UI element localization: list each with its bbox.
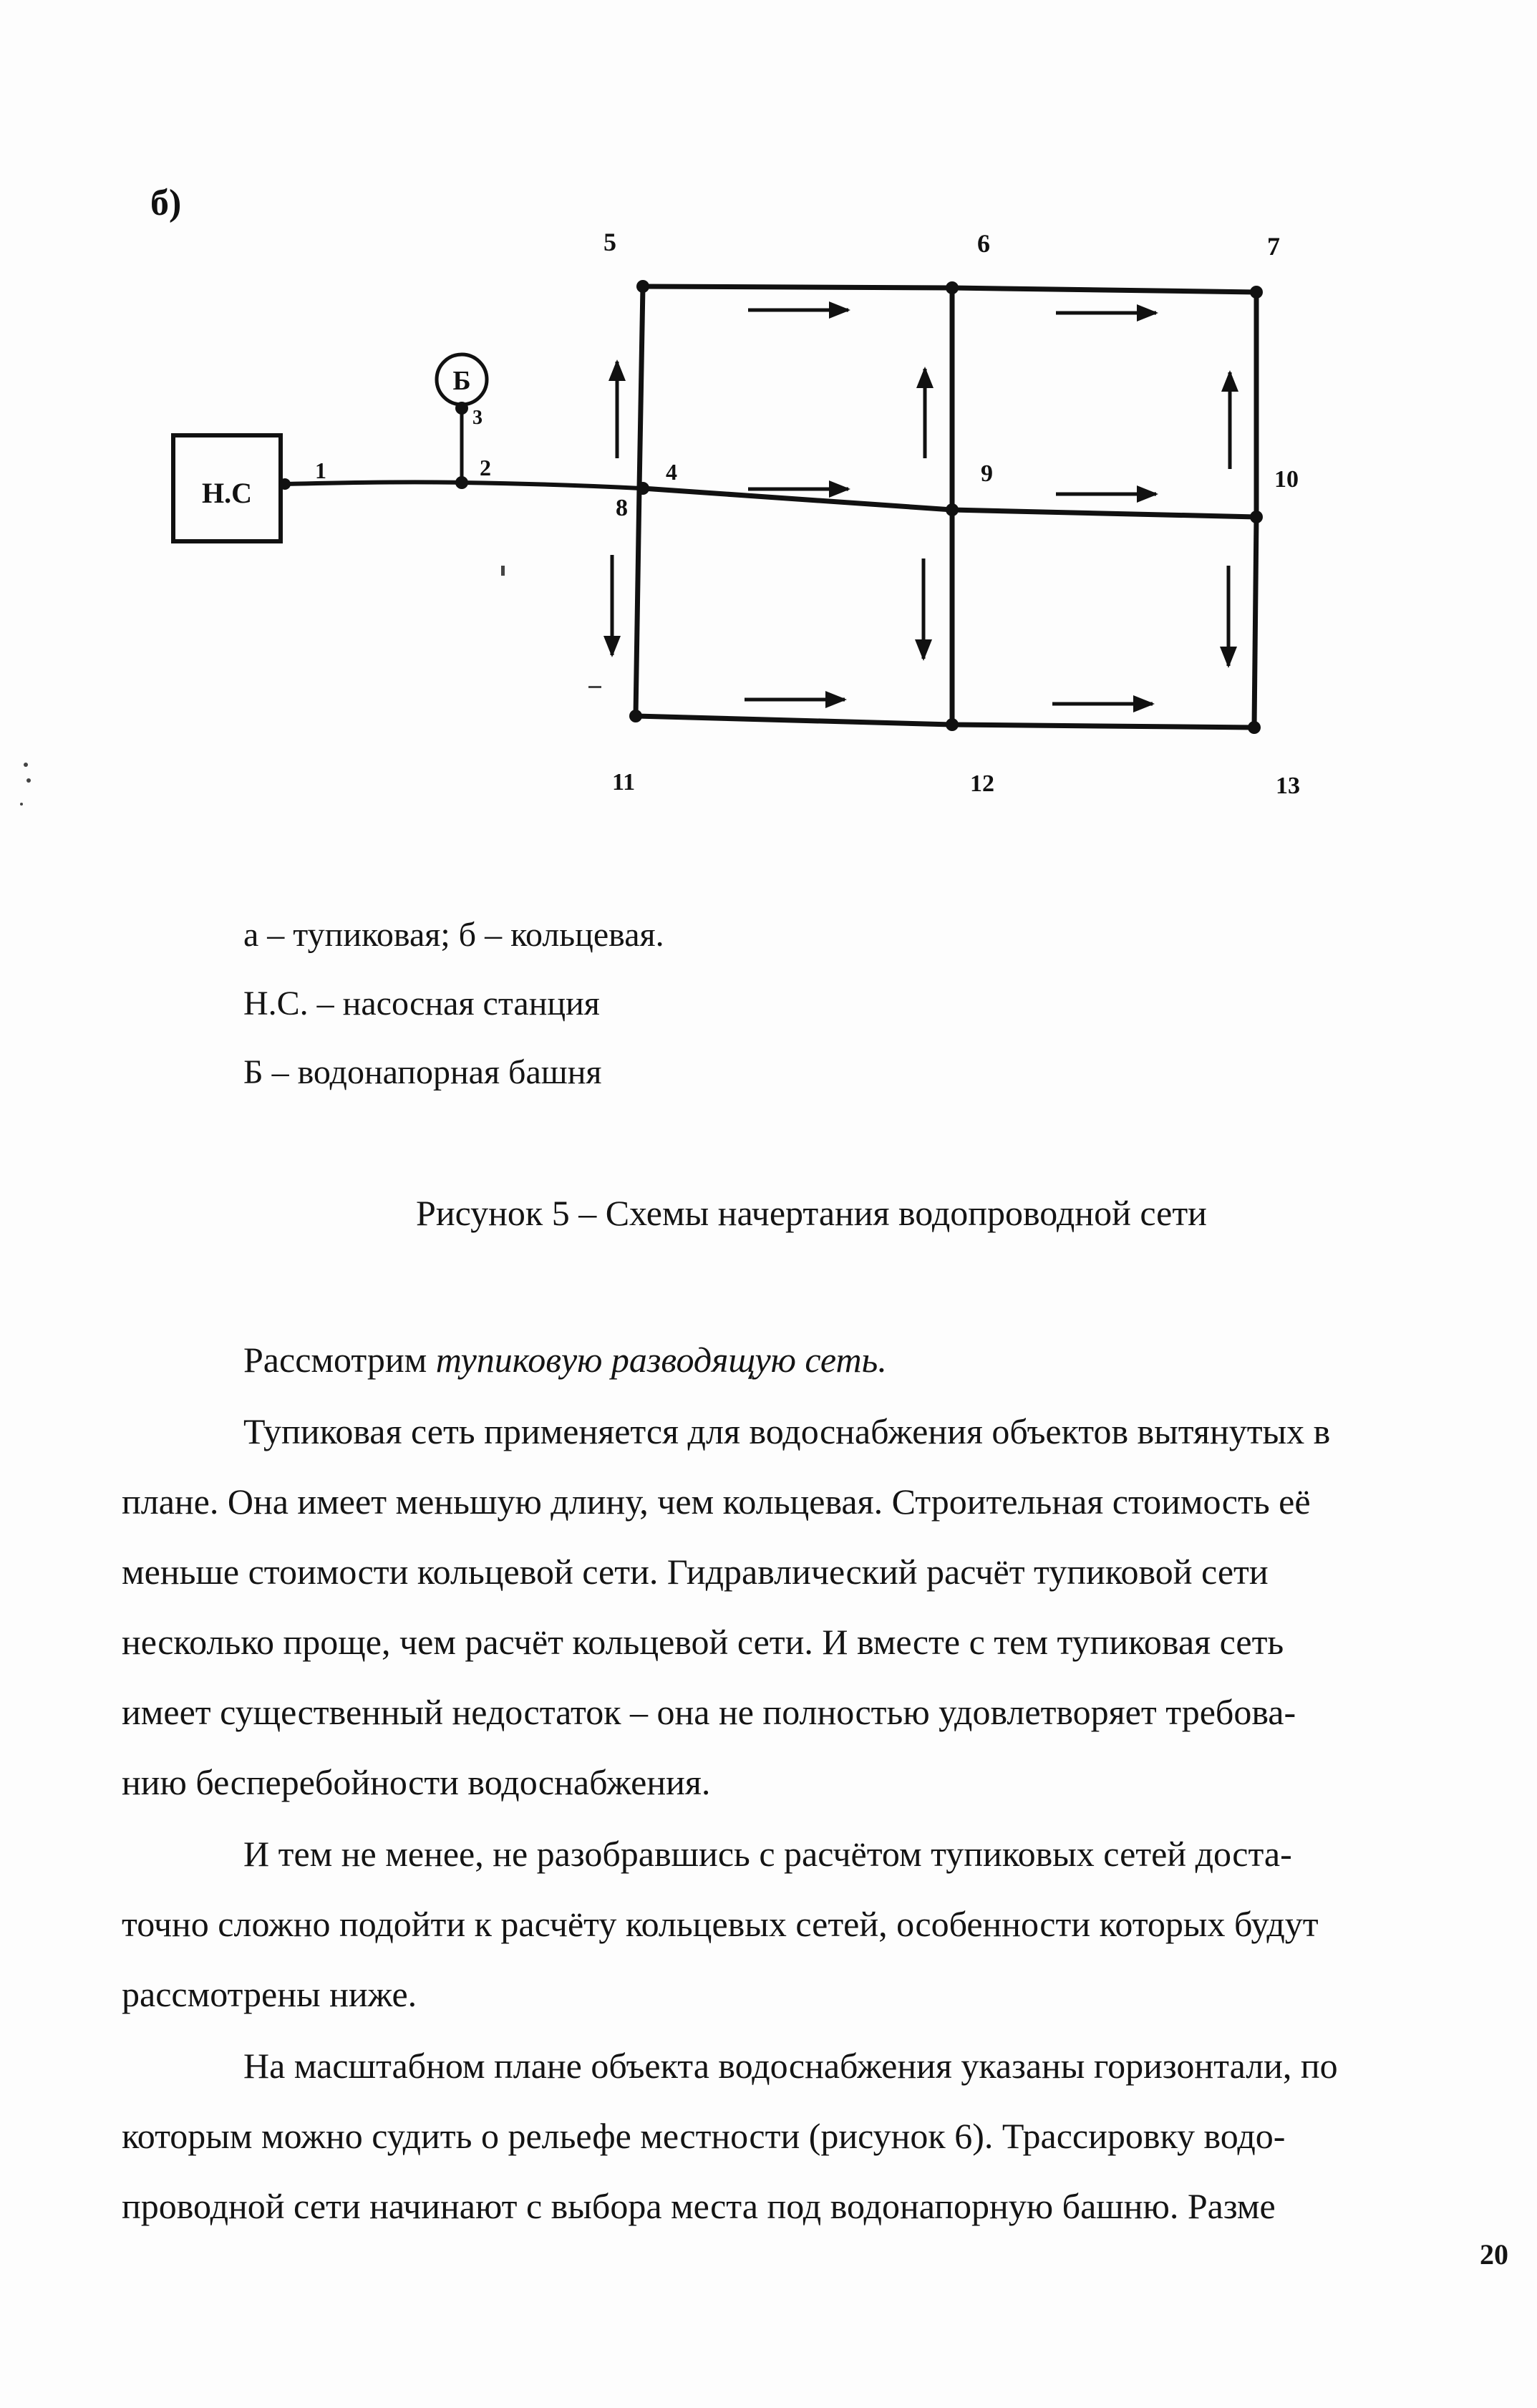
node-label-8: 8 (616, 495, 628, 521)
p1-line-1: Тупиковая сеть применяется для водоснабжения объектов вытянутых в (243, 1411, 1331, 1451)
page-number: 20 (1480, 2238, 1508, 2271)
node-label-5: 5 (603, 228, 616, 256)
network-grid (636, 286, 1256, 727)
node-label-4: 4 (666, 459, 677, 485)
node-label-6: 6 (977, 229, 990, 258)
p2-line-2: точно сложно подойти к расчёту кольцевых сетей, особенности которых будут (122, 1904, 1319, 1944)
legend-line-b: Б – водонапорная башня (243, 1053, 602, 1091)
node-label-3: 3 (472, 407, 483, 429)
water-tower-label: Б (452, 366, 471, 396)
node-label-9: 9 (981, 460, 993, 487)
node-label-7: 7 (1267, 232, 1280, 261)
p3-line-2: которым можно судить о рельефе местности (рисунок 6). Трассировку водо- (122, 2116, 1286, 2156)
p1-line-6: нию бесперебойности водоснабжения. (122, 1762, 711, 1802)
figure-caption: Рисунок 5 – Схемы начертания водопроводной сети (416, 1193, 1207, 1233)
p1-line-2: плане. Она имеет меньшую длину, чем кольцевая. Строительная стоимость её (122, 1481, 1311, 1522)
p1-line-5: имеет существенный недостаток – она не полностью удовлетворяет требова- (122, 1692, 1296, 1732)
p1-line-3: меньше стоимости кольцевой сети. Гидравлический расчёт тупиковой сети (122, 1552, 1269, 1592)
node-label-11: 11 (612, 769, 636, 796)
network-diagram (0, 0, 1537, 823)
node-label-10: 10 (1274, 466, 1299, 493)
p3-line-3: проводной сети начинают с выбора места под водонапорную башню. Разме (122, 2186, 1276, 2226)
legend-line-a: а – тупиковая; б – кольцевая. (243, 916, 664, 954)
scan-artifacts (20, 566, 601, 806)
p1-line-4: несколько проще, чем расчёт кольцевой сети. И вместе с тем тупиковая сеть (122, 1622, 1284, 1662)
node-label-1: 1 (315, 458, 326, 483)
intro-prefix: Рассмотрим (243, 1340, 436, 1380)
legend-line-ns: Н.С. – насосная станция (243, 985, 600, 1022)
network-nodes (279, 280, 1263, 734)
pump-station-label: Н.С (202, 477, 252, 509)
intro-line (243, 1339, 887, 1381)
node-label-12: 12 (970, 770, 994, 797)
p2-line-1: И тем не менее, не разобравшись с расчётом тупиковых сетей доста- (243, 1834, 1292, 1874)
node-label-13: 13 (1276, 773, 1300, 799)
p3-line-1: На масштабном плане объекта водоснабжения указаны горизонтали, по (243, 2046, 1338, 2086)
intro-italic: тупиковую разводящую сеть. (435, 1340, 887, 1380)
p2-line-3: рассмотрены ниже. (122, 1974, 417, 2014)
figure-label: б) (150, 183, 182, 223)
node-label-2: 2 (480, 455, 491, 480)
